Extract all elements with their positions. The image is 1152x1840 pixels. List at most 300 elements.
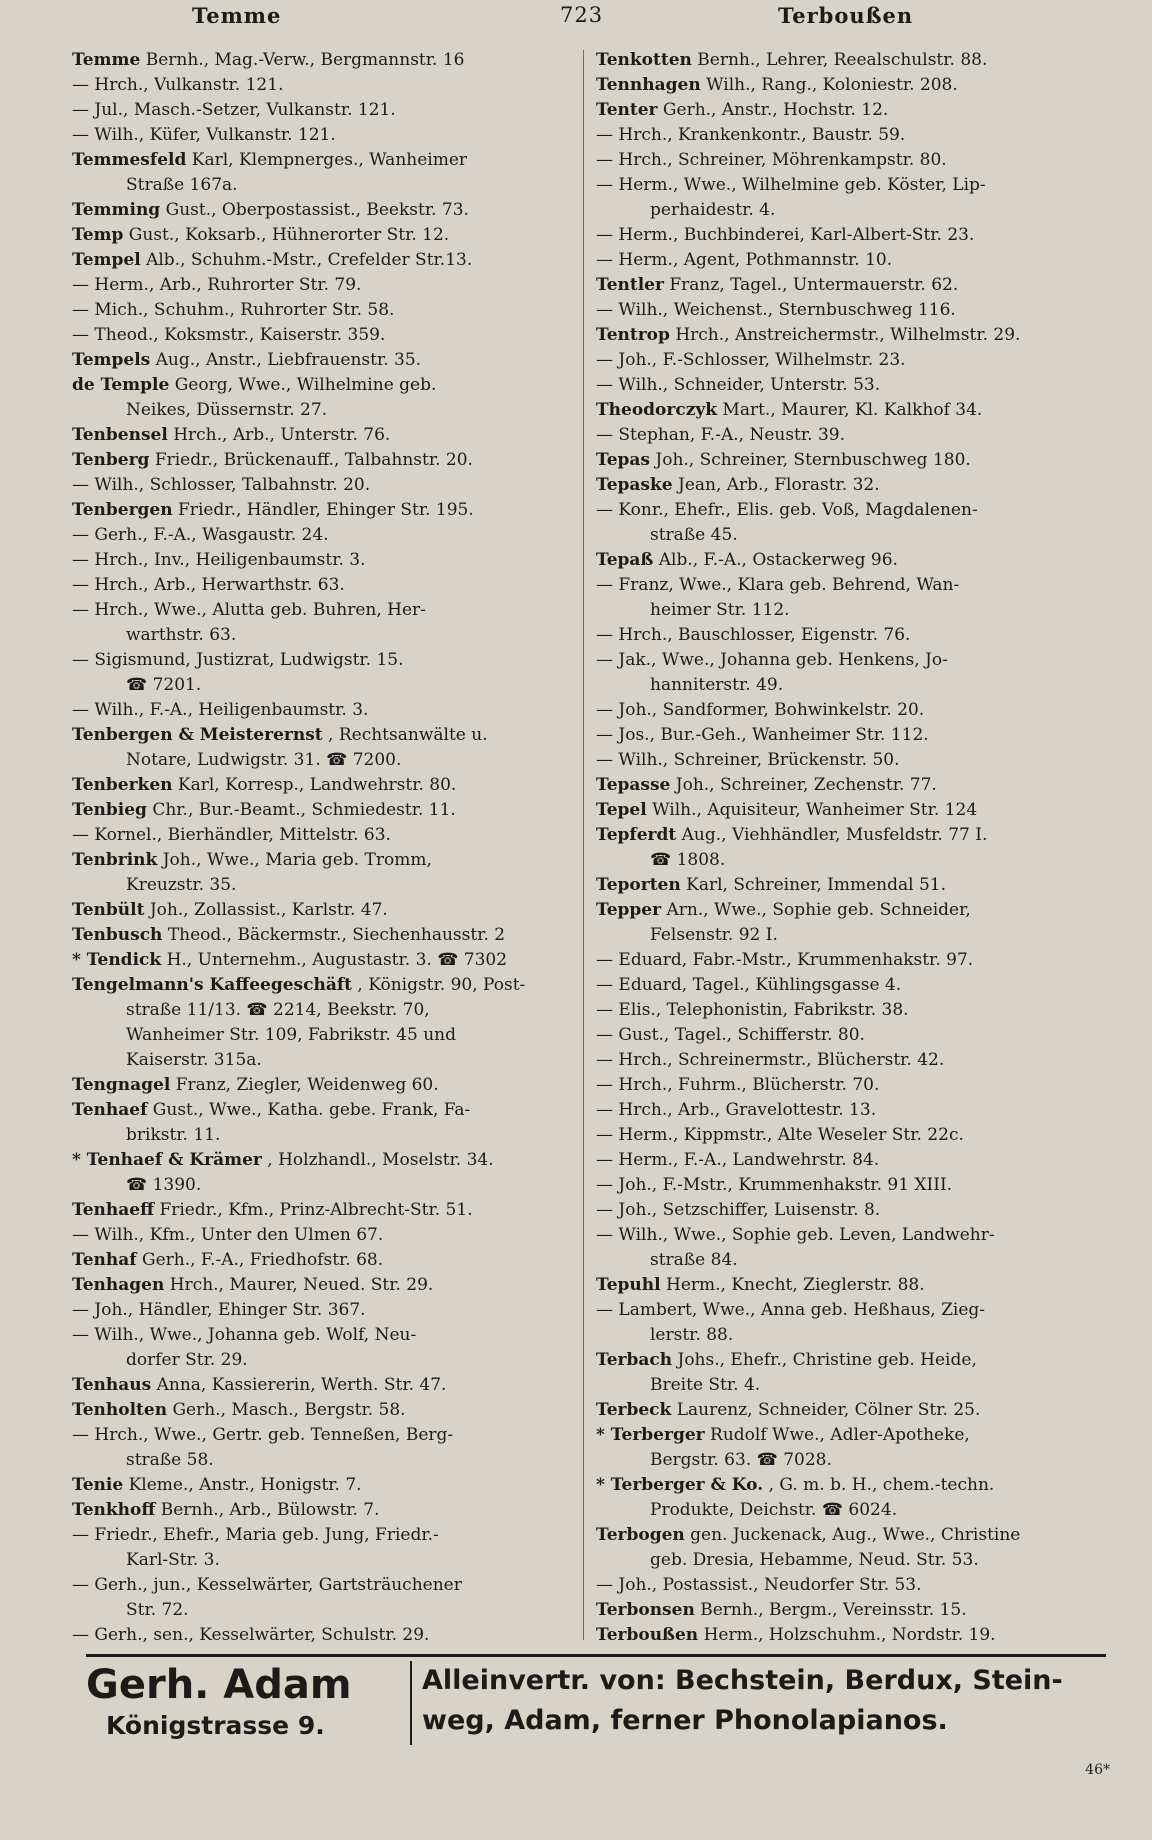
directory-entry — [596, 148, 1112, 173]
entry-details: Gust., Koksarb., Hühnerorter Str. 12. — [128, 225, 450, 245]
directory-entry — [72, 523, 572, 548]
directory-entry — [596, 448, 1112, 473]
entry-surname: Tepas — [596, 450, 650, 470]
entry-details: — Hrch., Arb., Gravelottestr. 13. — [596, 1100, 877, 1120]
entry-details: straße 58. — [126, 1450, 214, 1470]
directory-entry — [72, 73, 572, 98]
entry-details: — Gerh., jun., Kesselwärter, Gartsträuchener — [72, 1575, 462, 1595]
entry-details: ☎ 1808. — [650, 850, 726, 870]
directory-entry — [72, 1398, 572, 1423]
directory-entry — [72, 223, 572, 248]
directory-entry — [596, 373, 1112, 398]
directory-entry — [72, 198, 572, 223]
entry-details: — Gerh., F.-A., Wasgaustr. 24. — [72, 525, 329, 545]
entry-details: — Eduard, Tagel., Kühlingsgasse 4. — [596, 975, 902, 995]
directory-entry — [596, 1023, 1112, 1048]
entry-details: — Gust., Tagel., Schifferstr. 80. — [596, 1025, 865, 1045]
entry-details: Hrch., Anstreichermstr., Wilhelmstr. 29. — [675, 325, 1021, 345]
directory-entry — [596, 1123, 1112, 1148]
entry-details: — Gerh., sen., Kesselwärter, Schulstr. 29. — [72, 1625, 430, 1643]
directory-entry — [596, 873, 1112, 898]
directory-entry — [72, 673, 572, 698]
directory-entry — [596, 673, 1112, 698]
entry-details: — Herm., Agent, Pothmannstr. 10. — [596, 250, 893, 270]
entry-details: Alb., Schuhm.-Mstr., Crefelder Str.13. — [146, 250, 473, 270]
directory-entry — [72, 348, 572, 373]
directory-entry — [596, 1498, 1112, 1523]
entry-details: — Wilh., Schlosser, Talbahnstr. 20. — [72, 475, 371, 495]
entry-details: Gust., Wwe., Katha. gebe. Frank, Fa- — [152, 1100, 471, 1120]
entry-details: Karl-Str. 3. — [126, 1550, 220, 1570]
directory-entry — [596, 273, 1112, 298]
directory-entry — [596, 823, 1112, 848]
entry-details: — Jak., Wwe., Johanna geb. Henkens, Jo- — [596, 650, 948, 670]
directory-entry — [596, 1148, 1112, 1173]
directory-entry — [596, 223, 1112, 248]
entry-details: — Wilh., F.-A., Heiligenbaumstr. 3. — [72, 700, 369, 720]
entry-details: Straße 167a. — [126, 175, 238, 195]
entry-details: , Rechtsanwälte u. — [328, 725, 488, 745]
directory-entry — [596, 998, 1112, 1023]
entry-details: — Hrch., Arb., Herwarthstr. 63. — [72, 575, 345, 595]
directory-entry — [72, 48, 572, 73]
directory-entry — [596, 948, 1112, 973]
entry-surname: Terbeck — [596, 1400, 672, 1420]
entry-details: — Wilh., Wwe., Sophie geb. Leven, Landwehr- — [596, 1225, 995, 1245]
entry-details: — Wilh., Schneider, Unterstr. 53. — [596, 375, 881, 395]
directory-entry — [596, 548, 1112, 573]
entry-details: Chr., Bur.-Beamt., Schmiedestr. 11. — [152, 800, 456, 820]
directory-entry — [596, 1073, 1112, 1098]
entry-surname: Tennhagen — [596, 75, 701, 95]
ad-firm-block — [86, 1661, 396, 1743]
directory-entry — [72, 723, 572, 748]
entry-details: — Stephan, F.-A., Neustr. 39. — [596, 425, 845, 445]
column-divider — [583, 50, 584, 1640]
entry-details: Friedr., Händler, Ehinger Str. 195. — [178, 500, 474, 520]
entry-details: Friedr., Brückenauff., Talbahnstr. 20. — [154, 450, 473, 470]
entry-details: Johs., Ehefr., Christine geb. Heide, — [677, 1350, 977, 1370]
directory-entry — [72, 598, 572, 623]
directory-entry — [72, 623, 572, 648]
directory-entry — [596, 848, 1112, 873]
entry-details: perhaidestr. 4. — [650, 200, 776, 220]
directory-entry — [596, 423, 1112, 448]
entry-surname: Tenbergen & Meisterernst — [72, 725, 323, 745]
directory-entry — [72, 948, 572, 973]
entry-details: Hrch., Maurer, Neued. Str. 29. — [169, 1275, 434, 1295]
entry-details: straße 45. — [650, 525, 738, 545]
entry-details: Arn., Wwe., Sophie geb. Schneider, — [666, 900, 971, 920]
entry-details: Bernh., Arb., Bülowstr. 7. — [160, 1500, 380, 1520]
entry-details: Aug., Viehhändler, Musfeldstr. 77 I. — [681, 825, 988, 845]
entry-surname: Temmesfeld — [72, 150, 187, 170]
directory-entry — [596, 173, 1112, 198]
entry-details: Wanheimer Str. 109, Fabrikstr. 45 und — [126, 1025, 456, 1045]
directory-entry — [72, 273, 572, 298]
directory-entry — [596, 1298, 1112, 1323]
directory-entry — [72, 498, 572, 523]
entry-details: warthstr. 63. — [126, 625, 237, 645]
directory-entry — [596, 1348, 1112, 1373]
entry-surname: Terboußen — [596, 1625, 699, 1643]
entry-surname: Teporten — [596, 875, 681, 895]
entry-surname: Tenkotten — [596, 50, 692, 70]
entry-details: — Jul., Masch.-Setzer, Vulkanstr. 121. — [72, 100, 396, 120]
entry-surname: * Tenhaef & Krämer — [72, 1150, 262, 1170]
left-column — [72, 48, 572, 1643]
directory-entry — [596, 1548, 1112, 1573]
entry-details: Theod., Bäckermstr., Siechenhausstr. 2 — [167, 925, 506, 945]
entry-details: Georg, Wwe., Wilhelmine geb. — [174, 375, 437, 395]
directory-entry — [72, 773, 572, 798]
directory-entry — [596, 1398, 1112, 1423]
right-column — [596, 48, 1112, 1643]
directory-entry — [596, 573, 1112, 598]
entry-details: Rudolf Wwe., Adler-Apotheke, — [710, 1425, 970, 1445]
entry-surname: Tentrop — [596, 325, 670, 345]
directory-entry — [596, 1198, 1112, 1223]
entry-details: — Hrch., Schreiner, Möhrenkampstr. 80. — [596, 150, 947, 170]
entry-details: Karl, Schreiner, Immendal 51. — [686, 875, 947, 895]
entry-surname: Terbogen — [596, 1525, 685, 1545]
entry-details: — Hrch., Schreinermstr., Blücherstr. 42. — [596, 1050, 945, 1070]
directory-entry — [596, 1448, 1112, 1473]
directory-entry — [596, 473, 1112, 498]
directory-entry — [72, 148, 572, 173]
entry-details: Karl, Klempnerges., Wanheimer — [191, 150, 468, 170]
entry-surname: * Terberger — [596, 1425, 705, 1445]
entry-details: Laurenz, Schneider, Cölner Str. 25. — [676, 1400, 981, 1420]
entry-details: — Hrch., Vulkanstr. 121. — [72, 75, 284, 95]
directory-entry — [596, 648, 1112, 673]
entry-details: — Kornel., Bierhändler, Mittelstr. 63. — [72, 825, 391, 845]
entry-details: — Franz, Wwe., Klara geb. Behrend, Wan- — [596, 575, 960, 595]
entry-details: — Elis., Telephonistin, Fabrikstr. 38. — [596, 1000, 909, 1020]
directory-entry — [72, 373, 572, 398]
directory-entry — [72, 423, 572, 448]
entry-surname: Tenberken — [72, 775, 173, 795]
entry-details: Produkte, Deichstr. ☎ 6024. — [650, 1500, 898, 1520]
entry-details: Gust., Oberpostassist., Beekstr. 73. — [165, 200, 469, 220]
entry-surname: Temming — [72, 200, 161, 220]
directory-entry — [596, 1048, 1112, 1073]
directory-entry — [596, 923, 1112, 948]
entry-details: — Hrch., Fuhrm., Blücherstr. 70. — [596, 1075, 880, 1095]
directory-entry — [596, 1323, 1112, 1348]
entry-details: — Eduard, Fabr.-Mstr., Krummenhakstr. 97. — [596, 950, 974, 970]
entry-details: — Lambert, Wwe., Anna geb. Heßhaus, Zieg- — [596, 1300, 986, 1320]
directory-entry — [596, 248, 1112, 273]
entry-details: Aug., Anstr., Liebfrauenstr. 35. — [155, 350, 422, 370]
entry-details: , Königstr. 90, Post- — [357, 975, 526, 995]
directory-entry — [72, 1523, 572, 1548]
directory-entry — [596, 1098, 1112, 1123]
ad-separator — [410, 1661, 412, 1745]
directory-entry — [596, 73, 1112, 98]
entry-details: — Konr., Ehefr., Elis. geb. Voß, Magdalenen- — [596, 500, 978, 520]
directory-entry — [72, 1048, 572, 1073]
entry-surname: Tentler — [596, 275, 664, 295]
entry-details: Bernh., Mag.-Verw., Bergmannstr. 16 — [145, 50, 465, 70]
entry-surname: Tepferdt — [596, 825, 677, 845]
entry-details: — Wilh., Küfer, Vulkanstr. 121. — [72, 125, 336, 145]
directory-entry — [596, 98, 1112, 123]
entry-details: Bernh., Bergm., Vereinsstr. 15. — [700, 1600, 967, 1620]
entry-details: — Joh., Sandformer, Bohwinkelstr. 20. — [596, 700, 925, 720]
entry-surname: Tenter — [596, 100, 658, 120]
entry-details: — Hrch., Krankenkontr., Baustr. 59. — [596, 125, 906, 145]
entry-details: Wilh., Aquisiteur, Wanheimer Str. 124 — [652, 800, 978, 820]
entry-surname: Tenbült — [72, 900, 145, 920]
entry-details: Kreuzstr. 35. — [126, 875, 237, 895]
entry-details: Gerh., Anstr., Hochstr. 12. — [662, 100, 889, 120]
entry-details: — Sigismund, Justizrat, Ludwigstr. 15. — [72, 650, 404, 670]
directory-entry — [596, 698, 1112, 723]
page-number: 723 — [560, 3, 604, 27]
entry-surname: Terbach — [596, 1350, 673, 1370]
entry-details: Herm., Knecht, Zieglerstr. 88. — [666, 1275, 925, 1295]
entry-details: Friedr., Kfm., Prinz-Albrecht-Str. 51. — [159, 1200, 473, 1220]
entry-details: — Herm., Kippmstr., Alte Weseler Str. 22c. — [596, 1125, 964, 1145]
directory-entry — [596, 1248, 1112, 1273]
entry-details: — Hrch., Inv., Heiligenbaumstr. 3. — [72, 550, 366, 570]
entry-details: ☎ 7201. — [126, 675, 202, 695]
entry-surname: Temme — [72, 50, 141, 70]
directory-entry — [72, 798, 572, 823]
entry-details: Str. 72. — [126, 1600, 189, 1620]
entry-details: straße 84. — [650, 1250, 738, 1270]
entry-surname: Tenbieg — [72, 800, 147, 820]
entry-details: straße 11/13. ☎ 2214, Beekstr. 70, — [126, 1000, 430, 1020]
entry-details: — Hrch., Wwe., Gertr. geb. Tenneßen, Berg- — [72, 1425, 454, 1445]
entry-surname: Tepasse — [596, 775, 671, 795]
entry-details: Joh., Zollassist., Karlstr. 47. — [149, 900, 388, 920]
ad-text-block — [422, 1661, 1106, 1741]
entry-details: — Hrch., Wwe., Alutta geb. Buhren, Her- — [72, 600, 426, 620]
entry-details: Bergstr. 63. ☎ 7028. — [650, 1450, 832, 1470]
entry-details: — Theod., Koksmstr., Kaiserstr. 359. — [72, 325, 386, 345]
directory-entry — [72, 1148, 572, 1173]
entry-surname: Tempel — [72, 250, 141, 270]
directory-entry — [72, 1223, 572, 1248]
entry-surname: Tenbrink — [72, 850, 158, 870]
entry-details: Joh., Schreiner, Zechenstr. 77. — [675, 775, 937, 795]
directory-entry — [596, 123, 1112, 148]
entry-surname: Tenie — [72, 1475, 124, 1495]
directory-entry — [72, 823, 572, 848]
entry-details: lerstr. 88. — [650, 1325, 734, 1345]
directory-entry — [72, 1023, 572, 1048]
entry-details: — Joh., Postassist., Neudorfer Str. 53. — [596, 1575, 922, 1595]
directory-entry — [72, 548, 572, 573]
directory-entry — [72, 1573, 572, 1598]
directory-entry — [72, 873, 572, 898]
entry-surname: Tempels — [72, 350, 151, 370]
entry-details: geb. Dresia, Hebamme, Neud. Str. 53. — [650, 1550, 979, 1570]
directory-entry — [72, 1298, 572, 1323]
directory-entry — [72, 1373, 572, 1398]
entry-surname: Tengelmann's Kaffeegeschäft — [72, 975, 352, 995]
entry-details: Mart., Maurer, Kl. Kalkhof 34. — [722, 400, 983, 420]
running-header — [0, 0, 1152, 30]
directory-entry — [72, 1498, 572, 1523]
entry-surname: Tepaske — [596, 475, 673, 495]
entry-surname: Tepper — [596, 900, 662, 920]
directory-entry — [596, 1523, 1112, 1548]
entry-surname: Tepuhl — [596, 1275, 661, 1295]
directory-entry — [72, 448, 572, 473]
directory-entry — [72, 1598, 572, 1623]
directory-entry — [596, 498, 1112, 523]
directory-entry — [596, 773, 1112, 798]
entry-details: ☎ 1390. — [126, 1175, 202, 1195]
entry-details: — Wilh., Weichenst., Sternbuschweg 116. — [596, 300, 956, 320]
directory-entry — [596, 748, 1112, 773]
entry-details: — Jos., Bur.-Geh., Wanheimer Str. 112. — [596, 725, 929, 745]
entry-surname: Tenkhoff — [72, 1500, 156, 1520]
directory-entry — [72, 1473, 572, 1498]
entry-surname: de Temple — [72, 375, 170, 395]
entry-details: — Herm., Buchbinderei, Karl-Albert-Str. 23. — [596, 225, 975, 245]
entry-surname: Tenberg — [72, 450, 150, 470]
entry-surname: Theodorczyk — [596, 400, 718, 420]
directory-entry — [596, 1373, 1112, 1398]
entry-details: — Herm., F.-A., Landwehrstr. 84. — [596, 1150, 880, 1170]
directory-entry — [596, 973, 1112, 998]
ad-line-2: weg, Adam, ferner Phonolapianos. — [422, 1705, 948, 1736]
entry-details: Bernh., Lehrer, Reealschulstr. 88. — [697, 50, 988, 70]
directory-entry — [596, 1598, 1112, 1623]
directory-entry — [596, 348, 1112, 373]
directory-entry — [72, 1248, 572, 1273]
directory-entry — [72, 248, 572, 273]
directory-entry — [72, 1623, 572, 1643]
directory-entry — [596, 1573, 1112, 1598]
entry-details: Herm., Holzschuhm., Nordstr. 19. — [703, 1625, 996, 1643]
directory-entry — [72, 1198, 572, 1223]
directory-entry — [72, 1448, 572, 1473]
entry-details: Gerh., F.-A., Friedhofstr. 68. — [141, 1250, 384, 1270]
entry-surname: Tenholten — [72, 1400, 168, 1420]
directory-entry — [72, 398, 572, 423]
directory-entry — [72, 1548, 572, 1573]
directory-entry — [596, 48, 1112, 73]
directory-entry — [72, 98, 572, 123]
entry-details: , G. m. b. H., chem.-techn. — [768, 1475, 995, 1495]
directory-entry — [72, 473, 572, 498]
entry-details: Joh., Schreiner, Sternbuschweg 180. — [655, 450, 971, 470]
entry-details: hanniterstr. 49. — [650, 675, 784, 695]
entry-surname: Tenhagen — [72, 1275, 165, 1295]
directory-entry — [72, 573, 572, 598]
entry-details: — Wilh., Wwe., Johanna geb. Wolf, Neu- — [72, 1325, 417, 1345]
entry-details: heimer Str. 112. — [650, 600, 790, 620]
directory-entry — [596, 623, 1112, 648]
entry-surname: Tenbergen — [72, 500, 173, 520]
entry-details: Alb., F.-A., Ostackerweg 96. — [658, 550, 898, 570]
directory-entry — [72, 1273, 572, 1298]
directory-entry — [596, 1473, 1112, 1498]
entry-details: Joh., Wwe., Maria geb. Tromm, — [162, 850, 432, 870]
directory-entry — [596, 198, 1112, 223]
entry-details: — Mich., Schuhm., Ruhrorter Str. 58. — [72, 300, 395, 320]
ad-firm-name: Gerh. Adam — [86, 1662, 352, 1708]
entry-details: — Joh., Setzschiffer, Luisenstr. 8. — [596, 1200, 881, 1220]
entry-details: — Hrch., Bauschlosser, Eigenstr. 76. — [596, 625, 911, 645]
entry-details: Jean, Arb., Florastr. 32. — [678, 475, 880, 495]
directory-entry — [596, 723, 1112, 748]
directory-entry — [72, 923, 572, 948]
ad-address: Königstrasse 9. — [106, 1711, 325, 1740]
directory-entry — [596, 298, 1112, 323]
directory-entry — [72, 1423, 572, 1448]
directory-entry — [596, 898, 1112, 923]
entry-details: — Friedr., Ehefr., Maria geb. Jung, Friedr.- — [72, 1525, 439, 1545]
header-right-word: Terboußen — [778, 3, 914, 28]
entry-surname: Tengnagel — [72, 1075, 171, 1095]
entry-details: — Herm., Arb., Ruhrorter Str. 79. — [72, 275, 362, 295]
advertisement — [86, 1654, 1106, 1753]
entry-surname: Tenbusch — [72, 925, 163, 945]
entry-details: Felsenstr. 92 I. — [650, 925, 778, 945]
entry-details: brikstr. 11. — [126, 1125, 221, 1145]
directory-entry — [72, 123, 572, 148]
entry-details: Franz, Tagel., Untermauerstr. 62. — [669, 275, 959, 295]
entry-details: H., Unternehm., Augustastr. 3. ☎ 7302 — [166, 950, 508, 970]
directory-entry — [596, 1423, 1112, 1448]
directory-entry — [596, 1173, 1112, 1198]
entry-details: , Holzhandl., Moselstr. 34. — [267, 1150, 494, 1170]
entry-details: — Joh., Händler, Ehinger Str. 367. — [72, 1300, 366, 1320]
entry-surname: Tenhaf — [72, 1250, 137, 1270]
entry-details: — Joh., F.-Schlosser, Wilhelmstr. 23. — [596, 350, 906, 370]
directory-entry — [72, 1098, 572, 1123]
directory-entry — [72, 1073, 572, 1098]
directory-entry — [596, 1223, 1112, 1248]
directory-entry — [72, 848, 572, 873]
entry-details: Wilh., Rang., Koloniestr. 208. — [706, 75, 958, 95]
directory-entry — [72, 898, 572, 923]
entry-details: Kaiserstr. 315a. — [126, 1050, 262, 1070]
directory-entry — [596, 1623, 1112, 1643]
directory-entry — [72, 698, 572, 723]
directory-entry — [72, 323, 572, 348]
directory-entry — [72, 1348, 572, 1373]
directory-entry — [596, 323, 1112, 348]
directory-entry — [596, 598, 1112, 623]
entry-details: Franz, Ziegler, Weidenweg 60. — [175, 1075, 439, 1095]
directory-entry — [72, 173, 572, 198]
directory-entry — [72, 998, 572, 1023]
entry-details: dorfer Str. 29. — [126, 1350, 248, 1370]
entry-details: Gerh., Masch., Bergstr. 58. — [172, 1400, 406, 1420]
directory-entry — [596, 398, 1112, 423]
entry-surname: * Tendick — [72, 950, 162, 970]
directory-entry — [72, 298, 572, 323]
entry-details: Hrch., Arb., Unterstr. 76. — [173, 425, 391, 445]
entry-surname: Tepaß — [596, 550, 654, 570]
entry-surname: Terbonsen — [596, 1600, 695, 1620]
entry-surname: Tenhaeff — [72, 1200, 155, 1220]
directory-entry — [72, 1323, 572, 1348]
entry-details: Karl, Korresp., Landwehrstr. 80. — [177, 775, 457, 795]
entry-surname: * Terberger & Ko. — [596, 1475, 764, 1495]
directory-entry — [72, 648, 572, 673]
signature-mark: 46* — [1085, 1762, 1110, 1778]
entry-details: — Wilh., Kfm., Unter den Ulmen 67. — [72, 1225, 384, 1245]
entry-details: — Wilh., Schreiner, Brückenstr. 50. — [596, 750, 900, 770]
